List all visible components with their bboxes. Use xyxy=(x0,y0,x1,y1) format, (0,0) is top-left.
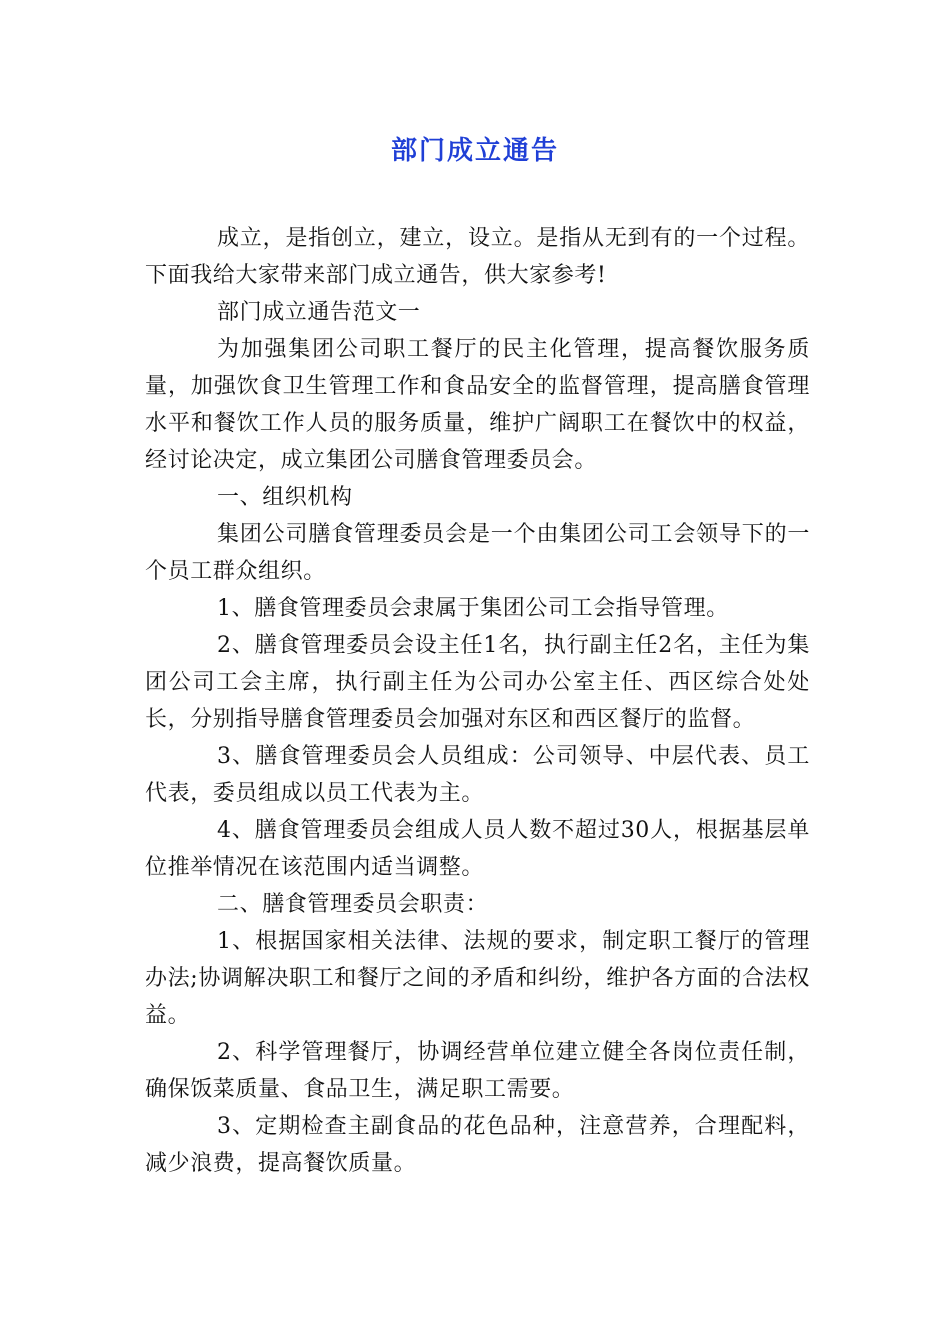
page-title: 部门成立通告 xyxy=(390,136,559,166)
list-item: 3、定期检查主副食品的花色品种，注意营养，合理配料，减少浪费，提高餐饮质量。 xyxy=(145,1114,810,1176)
list-item: 2、膳食管理委员会设主任1名，执行副主任2名，主任为集团公司工会主席，执行副主任为公司办公室主任、西区综合处处长，分别指导膳食管理委员会加强对东区和西区餐厅的监督。 xyxy=(145,633,810,732)
list-item: 3、膳食管理委员会人员组成：公司领导、中层代表、员工代表，委员组成以员工代表为主。 xyxy=(145,744,810,806)
section-heading-organization: 一、组织机构 xyxy=(217,485,353,510)
list-item: 2、科学管理餐厅，协调经营单位建立健全各岗位责任制，确保饭菜质量、食品卫生，满足职工需要。 xyxy=(145,1040,810,1102)
section-heading-duties: 二、膳食管理委员会职责： xyxy=(217,892,489,917)
paragraph-intro: 成立，是指创立，建立，设立。是指从无到有的一个过程。下面我给大家带来部门成立通告，供大家参考! xyxy=(145,226,810,288)
paragraph-organization: 集团公司膳食管理委员会是一个由集团公司工会领导下的一个员工群众组织。 xyxy=(145,522,810,584)
list-item: 1、根据国家相关法律、法规的要求，制定职工餐厅的管理办法;协调解决职工和餐厅之间的矛盾和纠纷，维护各方面的合法权益。 xyxy=(145,929,810,1028)
list-item: 4、膳食管理委员会组成人员人数不超过30人，根据基层单位推举情况在该范围内适当调整。 xyxy=(145,818,810,880)
paragraph-sample-heading: 部门成立通告范文一 xyxy=(217,300,421,325)
document-body xyxy=(145,220,810,1182)
list-item: 1、膳食管理委员会隶属于集团公司工会指导管理。 xyxy=(217,596,729,621)
paragraph-purpose: 为加强集团公司职工餐厅的民主化管理，提高餐饮服务质量，加强饮食卫生管理工作和食品安全的监督管理，提高膳食管理水平和餐饮工作人员的服务质量，维护广阔职工在餐饮中的权益，经讨论决定，成立集团公司膳食管理委员会。 xyxy=(145,337,810,473)
